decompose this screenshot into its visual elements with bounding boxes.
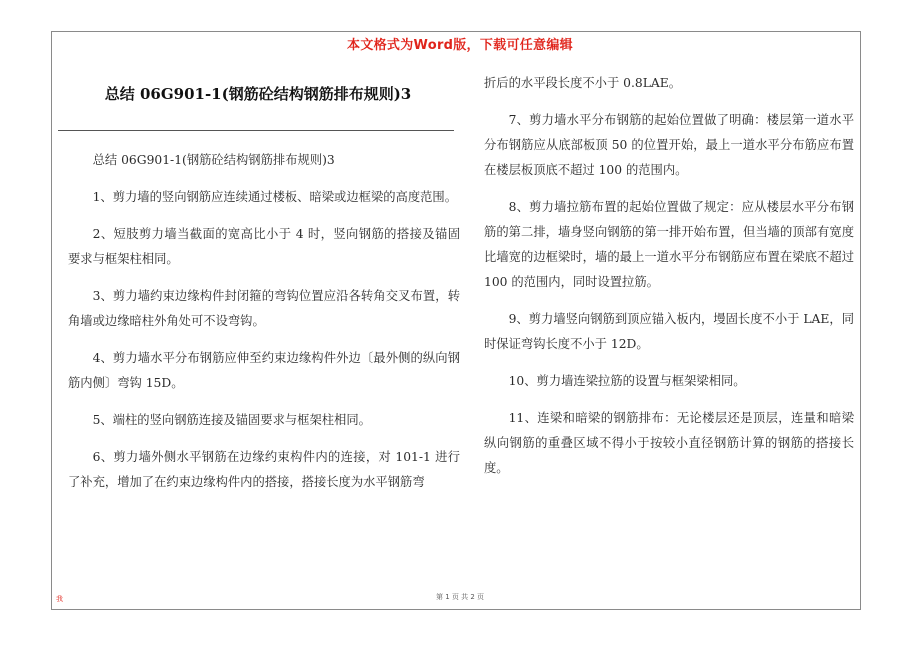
- paragraph-10: 10、剪力墙连梁拉筋的设置与框架梁相同。: [508, 374, 746, 388]
- paragraph-6-continuation: 折后的水平段长度不小于 0.8LAE。: [484, 76, 682, 90]
- paragraph-7: 7、剪力墙水平分布钢筋的起始位置做了明确：楼层第一道水平分布钢筋应从底部板顶 50 的位置开始，最上一道水平分布筋应布置在楼层板顶底不超过 100 的范围内。: [484, 113, 854, 177]
- paragraph-11: 11、连梁和暗梁的钢筋排布：无论楼层还是顶层，连量和暗梁纵向钢筋的重叠区域不得小于按较小直径钢筋计算的钢筋的搭接长度。: [484, 411, 854, 475]
- paragraph-subtitle: 总结 06G901-1(钢筋砼结构钢筋排布规则)3: [92, 153, 335, 167]
- paragraph-2: 2、短肢剪力墙当截面的宽高比小于 4 时，竖向钢筋的搭接及锚固要求与框架柱相同。: [68, 227, 460, 266]
- paragraph-3: 3、剪力墙约束边缘构件封闭箍的弯钩位置应沿各转角交叉布置，转角墙或边缘暗柱外角处可不设弯钩。: [68, 289, 460, 328]
- paragraph-9: 9、剪力墙竖向钢筋到顶应锚入板内，墁固长度不小于 LAE，同时保证弯钩长度不小于 12D。: [484, 312, 854, 351]
- word-format-banner: 本文格式为Word版，下载可任意编辑: [347, 38, 573, 53]
- right-column: [484, 71, 854, 493]
- left-column: [68, 148, 460, 507]
- paragraph-4: 4、剪力墙水平分布钢筋应伸至约束边缘构件外边〔最外侧的纵向钢筋内侧〕弯钩 15D。: [68, 351, 460, 390]
- title-divider: [58, 130, 454, 131]
- paragraph-6: 6、剪力墙外侧水平钢筋在边缘约束构件内的连接，对 101-1 进行了补充，增加了在约束边缘构件内的搭接，搭接长度为水平钢筋弯: [68, 450, 460, 489]
- paragraph-5: 5、端柱的竖向钢筋连接及锚固要求与框架柱相同。: [92, 413, 371, 427]
- document-title: 总结 06G901-1(钢筋砼结构钢筋排布规则)3: [104, 85, 412, 103]
- paragraph-8: 8、剪力墙拉筋布置的起始位置做了规定：应从楼层水平分布钢筋的第二排，墙身竖向钢筋的第一排开始布置，但当墙的顶部有宽度比墙宽的边框梁时，墙的最上一道水平分布钢筋应布置在梁底不超过 100 的范围内，同时设置拉筋。: [484, 200, 854, 289]
- page-number: 第 1 页 共 2 页: [435, 593, 485, 601]
- corner-mark: 我: [56, 595, 63, 603]
- paragraph-1: 1、剪力墙的竖向钢筋应连续通过楼板、暗梁或边框梁的高度范围。: [92, 190, 458, 204]
